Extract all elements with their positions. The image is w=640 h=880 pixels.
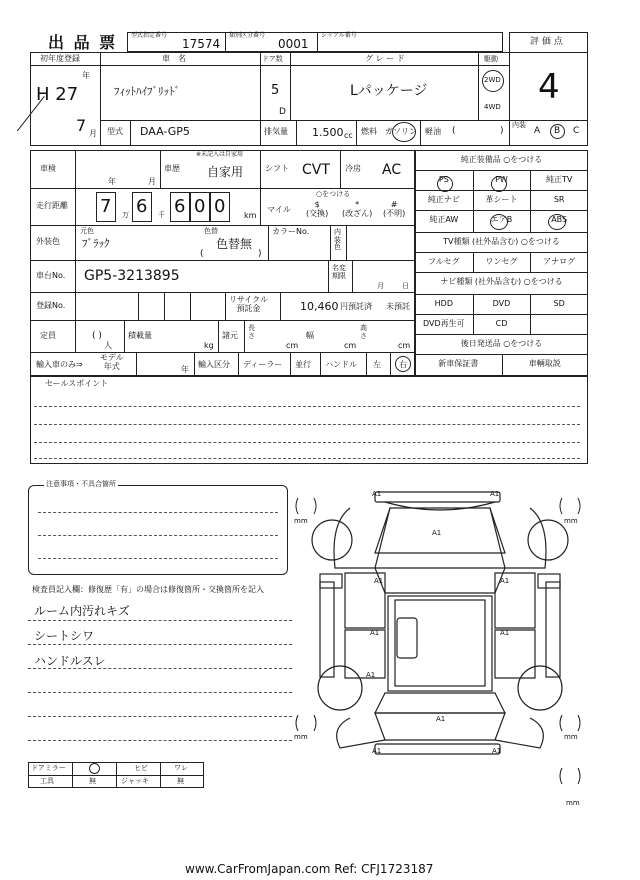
equipment-section-title: ナビ種類 (社外品含む) ○をつける <box>440 277 563 286</box>
cooler-value: AC <box>382 162 402 178</box>
note-line-2: シートシワ <box>34 629 95 643</box>
cc-value: 1.500 <box>312 126 344 139</box>
mileage-digit: 6 <box>136 196 148 217</box>
damage-mark-a1: A1 <box>370 629 380 637</box>
footer-watermark: www.CarFromJapan.com Ref: CFJ1723187 <box>185 862 434 876</box>
equipment-item: SD <box>553 299 565 308</box>
insp-year: 年 <box>108 177 116 186</box>
mm-label: mm <box>566 799 580 807</box>
chassis-label: 車台No. <box>36 271 66 280</box>
int-color-label: 内 装 色 <box>334 228 341 252</box>
equipment-item: DVD <box>492 299 511 308</box>
handle-right: 右 <box>399 360 407 369</box>
mileage-digit: 6 <box>174 196 186 217</box>
star-label: * (改ざん) <box>342 200 373 218</box>
shift-label: シフト <box>265 164 289 173</box>
capacity-label: 定員 <box>40 331 56 340</box>
damage-mark-a1: A1 <box>374 577 384 585</box>
length-label: 長 さ <box>248 324 255 340</box>
color-label: 外装色 <box>36 237 60 246</box>
history-value: 自家用 <box>207 165 244 179</box>
shift-value: CVT <box>302 162 330 178</box>
equipment-item: 純正ナビ <box>427 195 460 204</box>
name-change-label: 名変 期限 <box>332 264 346 280</box>
nc-day: 日 <box>402 282 409 290</box>
history-label: 車歴 <box>164 164 180 173</box>
fuel-label: 燃料 <box>361 127 377 136</box>
equipment-item: 車輌取説 <box>528 359 561 368</box>
mileage-label: 走行距離 <box>36 201 68 210</box>
import-label: 輸入車のみ⇒ <box>36 360 83 369</box>
length-cm: cm <box>286 341 299 350</box>
car-name-label: 車 名 <box>162 54 186 63</box>
equipment-section-title: 後日発送品 ○をつける <box>460 339 543 348</box>
first-reg-label: 初年度登録 <box>40 54 80 63</box>
class-value: 0001 <box>278 37 309 51</box>
notes-label: 注意事項・不具合箇所 <box>46 480 116 488</box>
fuel-value: ガソリン <box>385 127 417 136</box>
notes-box <box>28 485 288 575</box>
car-name-value: ﾌｨｯﾄﾊｲﾌﾞﾘｯﾄﾞ <box>114 85 180 98</box>
damage-mark-a1: A1 <box>500 577 510 585</box>
model-value: DAA-GP5 <box>140 125 190 138</box>
dollar-label: $ (交換) <box>306 200 329 218</box>
equipment-item: DVD再生可 <box>423 319 465 328</box>
interior-label: 内装 <box>512 121 526 129</box>
tool-value: 無 <box>89 777 96 785</box>
circle-note: ○をつける <box>316 190 351 198</box>
car-damage-diagram <box>290 478 590 808</box>
inspection-label: 車検 <box>40 164 56 173</box>
equipment-item: CD <box>495 319 508 328</box>
width-label: 幅 <box>306 331 314 340</box>
orig-color-value: ﾌﾞﾗｯｸ <box>82 237 110 250</box>
parallel-option: 並行 <box>295 360 311 369</box>
equipment-item: 革シート <box>485 195 518 204</box>
door-mirror-label: ドアミラー <box>31 764 66 772</box>
tool-label: 工具 <box>40 777 54 785</box>
color-no-label: カラーNo. <box>272 227 310 236</box>
serial-label: シリアル番号 <box>321 32 357 39</box>
damage-mark-a1: A1 <box>372 490 382 498</box>
history-note: ※未記入は自家用 <box>196 151 244 158</box>
grade-value: Lパッケージ <box>350 83 428 99</box>
note-line-3: ハンドルスレ <box>34 654 106 668</box>
equipment-item: HDD <box>434 299 453 308</box>
equipment-item: 純正TV <box>545 175 573 184</box>
sheet-title: 出 品 票 <box>48 33 118 52</box>
interior-c: C <box>573 126 580 136</box>
load-label: 積載量 <box>128 331 152 340</box>
equipment-section-title: 純正装備品 ○をつける <box>460 155 543 164</box>
equipment-item: フルセグ <box>427 257 460 266</box>
doors-value: 5 <box>271 83 280 98</box>
color-change-value: 色替無 <box>216 237 253 251</box>
handle-label: ハンドル <box>325 360 357 369</box>
sen-unit: 千 <box>158 211 165 219</box>
equipment-item: ABS <box>551 215 568 224</box>
interior-b: B <box>554 126 561 136</box>
recycle-value: 10,460 <box>300 300 339 313</box>
note-line-1: ルーム内汚れキズ <box>34 604 130 618</box>
capacity-unit: 人 <box>104 341 112 350</box>
model-year-unit: 年 <box>181 365 189 374</box>
cc-label: 排気量 <box>264 127 288 136</box>
insp-month: 月 <box>148 177 156 186</box>
equipment-item: エアB <box>490 215 513 224</box>
sales-box <box>30 376 588 464</box>
class-label: 類別区分番号 <box>229 32 266 39</box>
score-value: 4 <box>538 67 560 107</box>
mile-label: マイル <box>267 205 291 214</box>
equipment-item: PS <box>438 175 449 184</box>
month-unit: 月 <box>89 129 97 138</box>
light-oil-label: 軽油 <box>425 127 441 136</box>
inspector-label: 検査員記入欄：修復歴「有」の場合は修復箇所・交換箇所を記入 <box>32 585 264 594</box>
drive-4wd: 4WD <box>484 103 501 111</box>
dealer-option: ディーラー <box>243 360 283 369</box>
orig-color-label: 元色 <box>80 227 94 235</box>
damage-mark-a1: A1 <box>492 747 502 755</box>
damage-mark-a1: A1 <box>372 747 382 755</box>
drive-2wd: 2WD <box>484 76 501 84</box>
width-cm: cm <box>344 341 357 350</box>
model-label: 型式 <box>107 127 123 136</box>
nc-month: 月 <box>377 282 384 290</box>
damage-mark-a1: A1 <box>490 490 500 498</box>
mileage-digit: 0 <box>194 196 206 217</box>
chassis-value: GP5-3213895 <box>84 268 180 284</box>
month-value: 7 <box>76 116 87 135</box>
not-deposited: 未預託 <box>386 302 410 311</box>
equipment-item: アナログ <box>543 257 576 266</box>
equipment-item: ワンセグ <box>485 257 518 266</box>
score-label: 評 価 点 <box>530 37 563 47</box>
equipment-item: PW <box>495 175 508 184</box>
doors-label: ドア数 <box>262 55 283 63</box>
mm-label: mm <box>294 733 308 741</box>
recycle-unit: 円預託済 <box>340 302 372 311</box>
dims-label: 諸元 <box>222 331 238 340</box>
load-unit: kg <box>204 341 214 350</box>
equipment-item: SR <box>553 195 565 204</box>
mileage-digit: 7 <box>100 196 112 217</box>
recycle-label: リサイクル 預託金 <box>229 295 268 313</box>
height-label: 高 さ <box>360 324 367 340</box>
handle-left: 左 <box>373 360 381 369</box>
mm-label: mm <box>564 517 578 525</box>
damage-mark-a1: A1 <box>366 671 376 679</box>
model-year-label: モデル 年式 <box>100 353 124 371</box>
mm-label: mm <box>294 517 308 525</box>
scratch-label: ヒビ <box>134 764 148 772</box>
reg-label: 登録No. <box>36 301 66 310</box>
era-value: H 27 <box>36 84 79 105</box>
color-change-label: 色替 <box>204 227 218 235</box>
jack-label: ジャッキ <box>121 777 149 785</box>
type-value: 17574 <box>182 37 221 51</box>
equipment-item: 新車保証書 <box>438 359 479 368</box>
jack-value: 無 <box>177 777 184 785</box>
damage-mark-a1: A1 <box>500 629 510 637</box>
mileage-digit: 0 <box>214 196 226 217</box>
details-box <box>30 150 415 376</box>
grade-label: グ レ ー ド <box>365 54 405 63</box>
man-unit: 万 <box>122 211 129 219</box>
type-label: 型式指定番号 <box>131 32 168 39</box>
year-unit: 年 <box>82 71 90 80</box>
damage-mark-a1: A1 <box>436 715 446 723</box>
interior-a: A <box>534 126 541 136</box>
crack-label: ワレ <box>174 764 188 772</box>
mm-label: mm <box>564 733 578 741</box>
km-unit: km <box>244 211 257 220</box>
hash-label: # (不明) <box>383 200 406 218</box>
cooler-label: 冷房 <box>345 164 361 173</box>
doors-sub: D <box>279 107 286 117</box>
equipment-section-title: TV種類 (社外品含む) ○をつける <box>443 237 560 246</box>
sales-label: セールスポイント <box>45 379 109 388</box>
damage-mark-a1: A1 <box>432 529 442 537</box>
drive-label: 駆動 <box>484 55 498 63</box>
import-div-label: 輸入区分 <box>198 360 230 369</box>
cc-unit: cc <box>344 131 353 140</box>
equipment-item: 純正AW <box>429 215 459 224</box>
height-cm: cm <box>398 341 411 350</box>
